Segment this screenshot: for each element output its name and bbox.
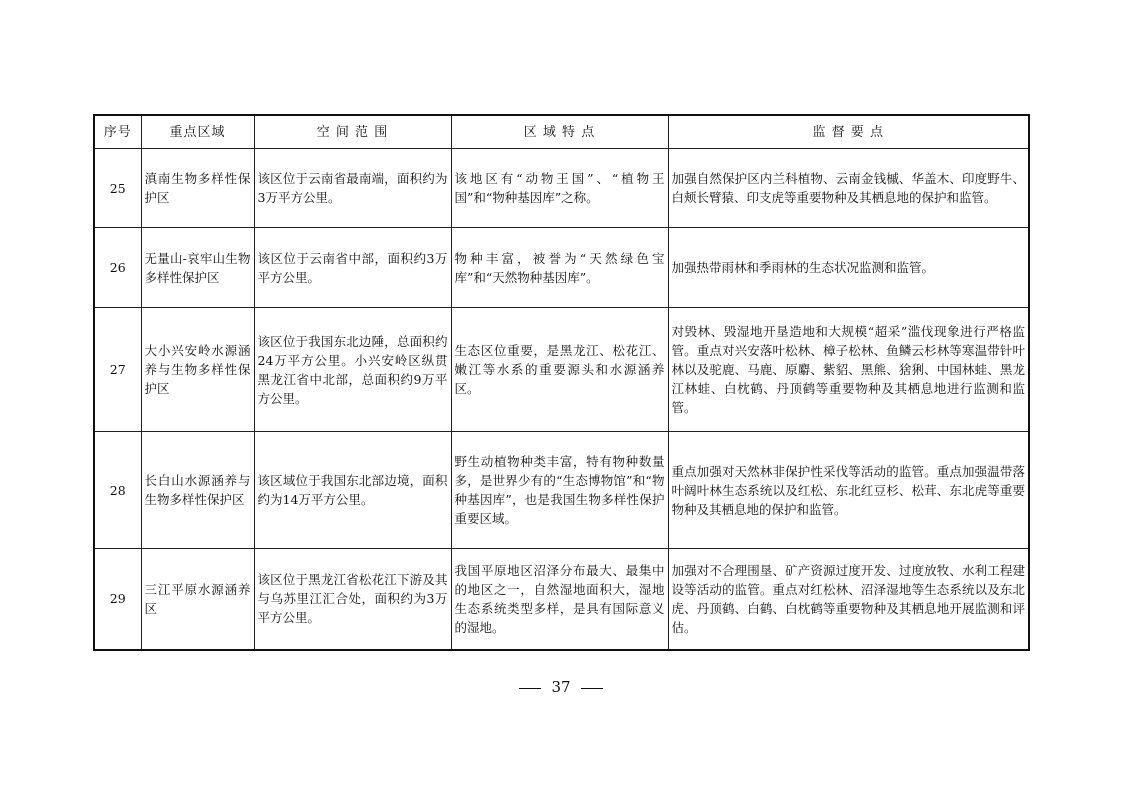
page-number-footer (0, 678, 1122, 696)
cell-features: 该地区有“动物王国”、“植物王国”和“物种基因库”之称。 (451, 149, 668, 228)
cell-scope: 该区位于黑龙江省松花江下游及其与乌苏里江汇合处，面积约为3万平方公里。 (254, 549, 451, 650)
left-dash (519, 688, 541, 689)
cell-region: 无量山-哀牢山生物多样性保护区 (141, 228, 254, 308)
cell-points: 加强对不合理围垦、矿产资源过度开发、过度放牧、水利工程建设等活动的监管。重点对红松林、沼泽湿地等生态系统以及东北虎、丹顶鹤、白鹤、白枕鹤等重要物种及其栖息地开展监测和评估。 (668, 549, 1029, 650)
header-scope: 空 间 范 围 (254, 115, 451, 149)
cell-features: 我国平原地区沼泽分布最大、最集中的地区之一，自然湿地面积大，湿地生态系统类型多样，是具有国际意义的湿地。 (451, 549, 668, 650)
cell-no: 27 (94, 308, 141, 432)
cell-no: 26 (94, 228, 141, 308)
header-points: 监 督 要 点 (668, 115, 1029, 149)
header-features: 区 域 特 点 (451, 115, 668, 149)
right-dash (581, 688, 603, 689)
cell-points: 加强自然保护区内兰科植物、云南金钱槭、华盖木、印度野牛、白颊长臂猿、印支虎等重要物种及其栖息地的保护和监管。 (668, 149, 1029, 228)
cell-region: 大小兴安岭水源涵养与生物多样性保护区 (141, 308, 254, 432)
cell-no: 25 (94, 149, 141, 228)
cell-points: 重点加强对天然林非保护性采伐等活动的监管。重点加强温带落叶阔叶林生态系统以及红松、东北红豆杉、松茸、东北虎等重要物种及其栖息地的保护和监管。 (668, 432, 1029, 549)
header-region: 重点区域 (141, 115, 254, 149)
table-row (94, 228, 1029, 308)
cell-no: 28 (94, 432, 141, 549)
cell-points: 加强热带雨林和季雨林的生态状况监测和监管。 (668, 228, 1029, 308)
table-row (94, 432, 1029, 549)
cell-features: 野生动植物种类丰富，特有物种数量多，是世界少有的“生态博物馆”和“物种基因库”，也是我国生物多样性保护重要区域。 (451, 432, 668, 549)
page-number: 37 (551, 678, 571, 696)
table-row (94, 549, 1029, 650)
cell-region: 滇南生物多样性保护区 (141, 149, 254, 228)
cell-scope: 该区位于云南省最南端，面积约为3万平方公里。 (254, 149, 451, 228)
cell-region: 三江平原水源涵养区 (141, 549, 254, 650)
cell-points: 对毁林、毁湿地开垦造地和大规模“超采”滥伐现象进行严格监管。重点对兴安落叶松林、樟子松林、鱼鳞云杉林等寒温带针叶林以及驼鹿、马鹿、原麝、紫貂、黑熊、猞猁、中国林蛙、黑龙江林蛙、白枕鹤、丹顶鹤等重要物种及其栖息地进行监测和监管。 (668, 308, 1029, 432)
cell-no: 29 (94, 549, 141, 650)
cell-features: 生态区位重要，是黑龙江、松花江、嫩江等水系的重要源头和水源涵养区。 (451, 308, 668, 432)
table-row (94, 149, 1029, 228)
cell-features: 物种丰富，被誉为“天然绿色宝库”和“天然物种基因库”。 (451, 228, 668, 308)
table-row (94, 308, 1029, 432)
header-no: 序号 (94, 115, 141, 149)
table-header-row (94, 115, 1029, 149)
cell-scope: 该区位于我国东北边陲，总面积约24万平方公里。小兴安岭区纵贯黑龙江省中北部，总面积约9万平方公里。 (254, 308, 451, 432)
cell-scope: 该区域位于我国东北部边境，面积约为14万平方公里。 (254, 432, 451, 549)
cell-scope: 该区位于云南省中部，面积约3万平方公里。 (254, 228, 451, 308)
supervision-table (93, 114, 1030, 651)
cell-region: 长白山水源涵养与生物多样性保护区 (141, 432, 254, 549)
